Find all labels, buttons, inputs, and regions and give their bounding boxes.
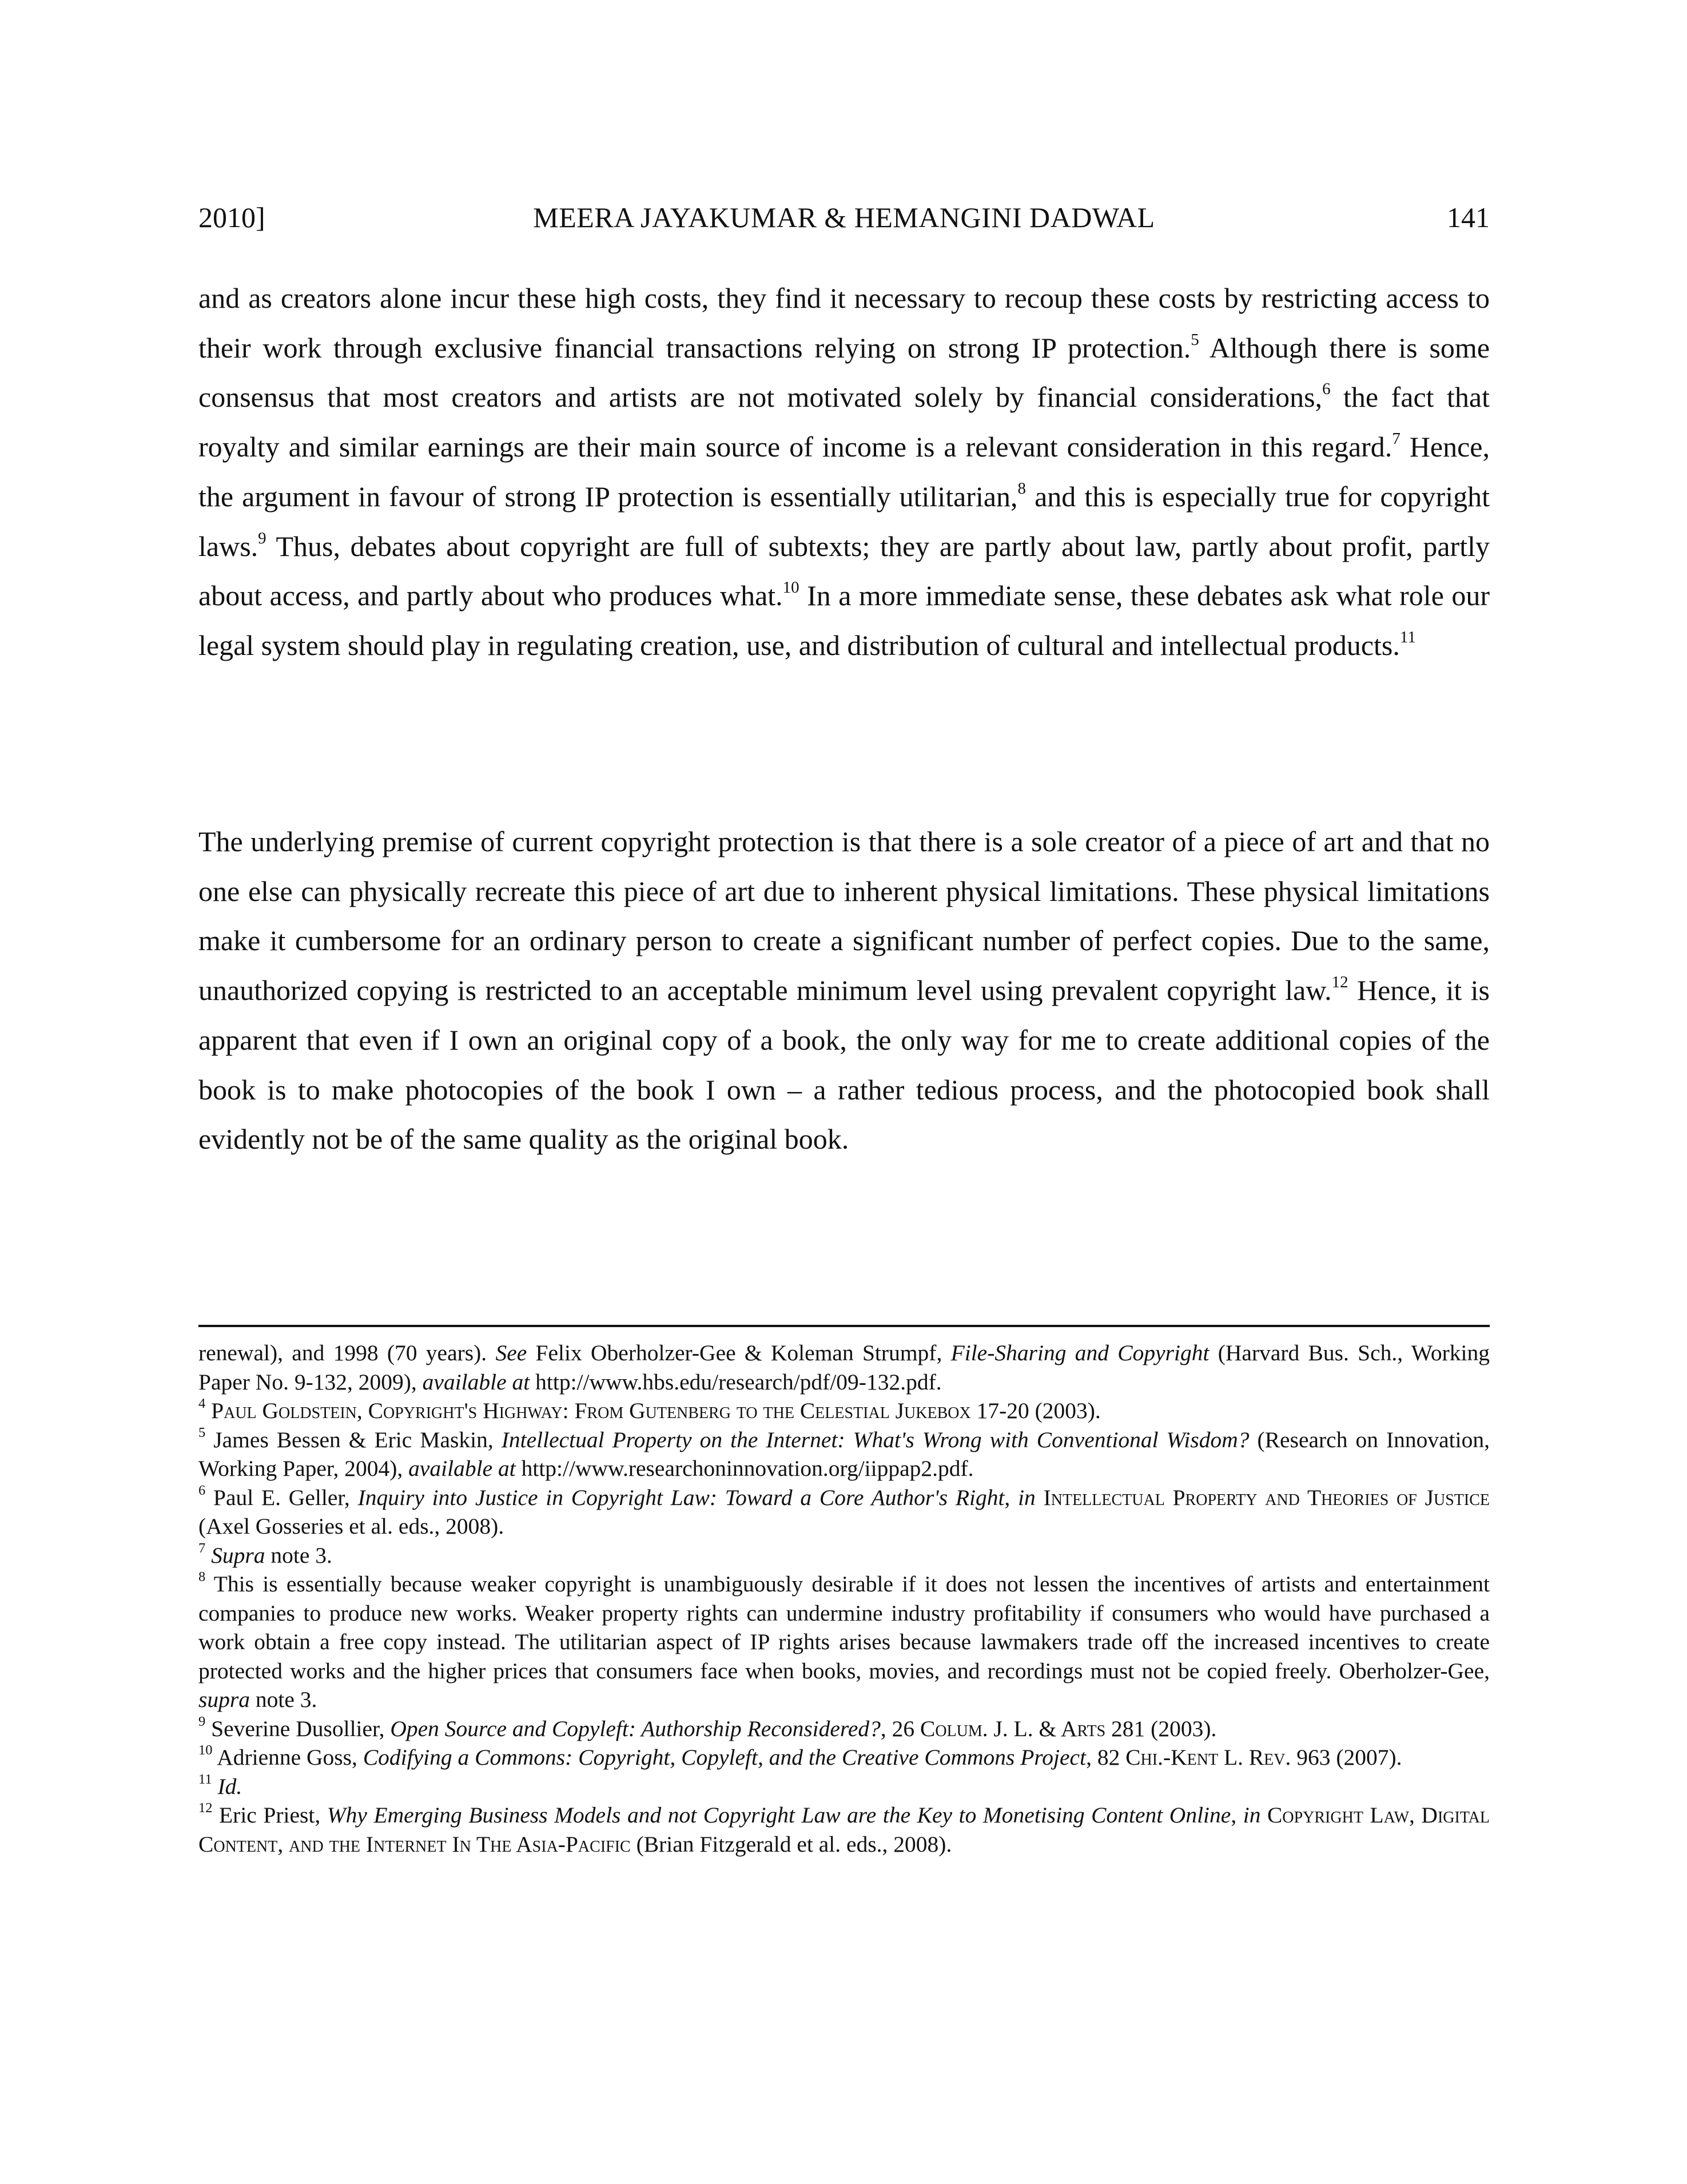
italic-text: Id. [217, 1773, 242, 1799]
paragraph-text: The underlying premise of current copyright protection is that there is a sole creator of a piece of art and that no one else can physically recreate this piece of art due to inherent physical limitations. These physical limitations make it cumbersome for an ordinary person to create a significant number of perfect copies. Due to the same, unauthorized copying is restricted to an acceptable minimum level using prevalent copyright law.$^{12}$ Hence, it is apparent that even if I own an original copy of a book, the only way for me to create additional copies of the book is to make photocopies of the book I own – a rather tedious process, and the photocopied book shall evidently not be of the same quality as the original book. [198, 825, 1490, 1155]
footnote-5: $^5$ James Bessen & Eric Maskin, Intellectual Property on the Internet: What's Wrong with Conventional Wisdom? (Research on Innovation, Working Paper, 2004), available at http://www.researchoninnovation.org/iippap2.pdf. [198, 1424, 1490, 1481]
footnote-12: $^{12}$ Eric Priest, Why Emerging Business Models and not Copyright Law are the Key to Monetising Content Online, in Copyright Law, Digital Content, and the Internet In The Asia-Pacific (Brian Fitzgerald et al. eds., 2008). [198, 1800, 1490, 1857]
footnote-number: 9 [198, 1713, 206, 1729]
body-paragraph-1 [198, 273, 1490, 670]
italic-text: available at [422, 1369, 530, 1395]
page-number: 141 [1447, 201, 1490, 233]
footnote-7: $^7$ Supra note 3. [198, 1540, 332, 1568]
italic-text: Supra [211, 1542, 265, 1568]
italic-text: See [495, 1340, 527, 1365]
footnote-reference[interactable]: 6 [1322, 380, 1331, 399]
footnote-6: $^6$ Paul E. Geller, Inquiry into Justice in Copyright Law: Toward a Core Author's Right, in Intellectual Property and Theories of Justice (Axel Gosseries et al. eds., 2008). [198, 1482, 1490, 1539]
body-paragraph-2 [198, 817, 1490, 1164]
small-caps-text: Colum. J. L. & Arts [920, 1716, 1106, 1741]
footnote-number: 7 [198, 1540, 206, 1556]
italic-text: in [1018, 1484, 1036, 1510]
italic-text: supra [198, 1687, 250, 1712]
footnote-number: 11 [198, 1771, 212, 1787]
italic-text: Intellectual Property on the Internet: What's Wrong with Conventional Wisdom? [501, 1427, 1250, 1452]
footnote-number: 5 [198, 1424, 206, 1440]
footnote-number: 10 [198, 1742, 213, 1758]
footnote-8: $^8$ This is essentially because weaker copyright is unambiguously desirable if it does not lessen the incentives of artists and entertainment companies to produce new works. Weaker property rights can undermine industry profitability if consumers who would have purchased a work obtain a free copy instead. The utilitarian aspect of IP rights arises because lawmakers trade off the increased incentives to create protected works and the higher prices that consumers face when books, movies, and recordings must not be copied freely. Oberholzer-Gee, supra note 3. [198, 1569, 1490, 1712]
header-year: 2010] [198, 201, 265, 233]
footnote-reference[interactable]: 12 [1331, 973, 1348, 992]
small-caps-text: Intellectual Property and Theories of Justice [1043, 1484, 1490, 1510]
footnote-9: $^9$ Severine Dusollier, Open Source and Copyleft: Authorship Reconsidered?, 26 Colum. J. L. & Arts 281 (2003). [198, 1713, 1217, 1741]
footnote-4: $^4$ Paul Goldstein, Copyright's Highway: From Gutenberg to the Celestial Jukebox 17-20 (2003). [198, 1396, 1101, 1423]
small-caps-text: Chi.-Kent L. Rev. [1125, 1745, 1291, 1770]
footnote-reference[interactable]: 10 [782, 578, 799, 597]
footnote-10: $^{10}$ Adrienne Goss, Codifying a Commons: Copyright, Copyleft, and the Creative Commons Project, 82 Chi.-Kent L. Rev. 963 (2007). [198, 1742, 1402, 1770]
footnote-number: 6 [198, 1482, 206, 1498]
italic-text: File-Sharing and Copyright [950, 1340, 1209, 1365]
italic-text: available at [408, 1456, 516, 1481]
footnote-reference[interactable]: 7 [1392, 430, 1400, 448]
footnote-reference[interactable]: 8 [1017, 479, 1026, 498]
header-authors: MEERA JAYAKUMAR & HEMANGINI DADWAL [533, 201, 1155, 233]
footnote-continued: renewal), and 1998 (70 years). See Felix Oberholzer-Gee & Koleman Strumpf, File-Sharing and Copyright (Harvard Bus. Sch., Working Paper No. 9-132, 2009), available at http://www.hbs.edu/research/pdf/09-132.pdf. [198, 1340, 1490, 1395]
italic-text: Open Source and Copyleft: Authorship Reconsidered? [390, 1716, 881, 1741]
small-caps-text: Copyright Law, Digital Content, and the Internet In The Asia-Pacific [198, 1802, 1490, 1857]
italic-text: Why Emerging Business Models and not Copyright Law are the Key to Monetising Content Online [327, 1802, 1231, 1828]
running-header [198, 197, 1490, 237]
footnote-reference[interactable]: 5 [1191, 330, 1199, 349]
small-caps-text: Paul Goldstein, Copyright's Highway: From Gutenberg to the Celestial Jukebox [211, 1398, 971, 1423]
italic-text: Inquiry into Justice in Copyright Law: Toward a Core Author's Right [357, 1484, 1005, 1510]
footnote-reference[interactable]: 11 [1399, 628, 1416, 646]
paragraph-text: and as creators alone incur these high costs, they find it necessary to recoup these costs by restricting access to their work through exclusive financial transactions relying on strong IP protection.$^5$ Although there is some consensus that most creators and artists are not motivated solely by financial considerations,$^6$ the fact that royalty and similar earnings are their main source of income is a relevant consideration in this regard.$^7$ Hence, the argument in favour of strong IP protection is essentially utilitarian,$^8$ and this is especially true for copyright laws.$^9$ Thus, debates about copyright are full of subtexts; they are partly about law, partly about profit, partly about access, and partly about who produces what.$^{10}$ In a more immediate sense, these debates ask what role our legal system should play in regulating creation, use, and distribution of cultural and intellectual products.$^{11}$ [198, 282, 1490, 661]
footnotes-section [198, 1339, 1490, 1859]
footnote-number: 12 [198, 1800, 213, 1816]
footnote-number: 8 [198, 1569, 206, 1585]
footnote-separator [198, 1325, 1490, 1327]
footnote-reference[interactable]: 9 [258, 529, 266, 547]
italic-text: Codifying a Commons: Copyright, Copyleft, and the Creative Commons Project [363, 1745, 1087, 1770]
footnote-number: 4 [198, 1396, 206, 1412]
footnote-11 [198, 1772, 1490, 1801]
italic-text: in [1243, 1802, 1261, 1828]
